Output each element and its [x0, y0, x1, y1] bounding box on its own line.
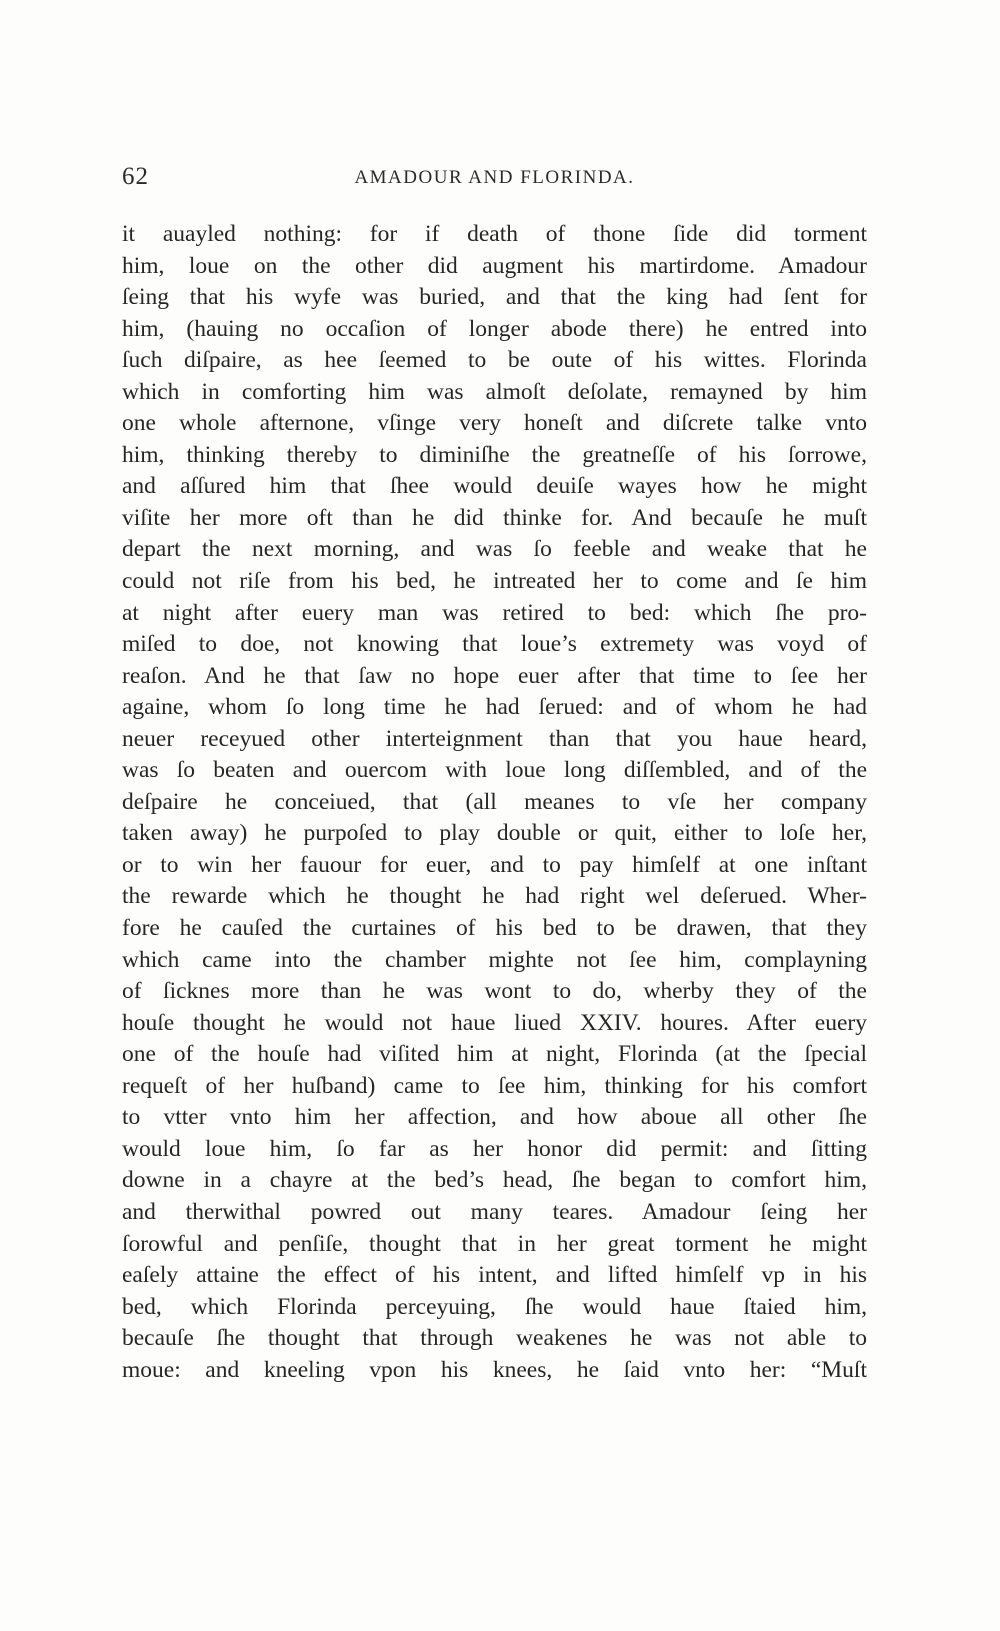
body-text	[122, 219, 867, 1386]
text-line: the rewarde which he thought he had right wel deſerued. Wher-	[122, 883, 867, 910]
text-line: depart the next morning, and was ſo feeble and weake that he	[122, 536, 867, 563]
text-line: ſorowful and penſiſe, thought that in her great torment he might	[122, 1230, 867, 1257]
text-line: fore he cauſed the curtaines of his bed to be drawen, that they	[122, 915, 867, 942]
text-line: becauſe ſhe thought that through weakenes he was not able to	[122, 1325, 867, 1352]
text-line: was ſo beaten and ouercom with loue long diſſembled, and of the	[122, 757, 867, 784]
text-line: one whole afternone, vſinge very honeſt and diſcrete talke vnto	[122, 410, 867, 437]
text-line: him, (hauing no occaſion of longer abode there) he entred into	[122, 315, 867, 342]
text-line: bed, which Florinda perceyuing, ſhe would haue ſtaied him,	[122, 1293, 867, 1320]
text-line: requeſt of her huſband) came to ſee him, thinking for his comfort	[122, 1072, 867, 1099]
text-line: downe in a chayre at the bed’s head, ſhe began to comfort him,	[122, 1167, 867, 1194]
text-line: could not riſe from his bed, he intreated her to come and ſe him	[122, 568, 867, 595]
text-line: viſite her more oft than he did thinke for. And becauſe he muſt	[122, 504, 867, 531]
text-line: ſuch diſpaire, as hee ſeemed to be oute of his wittes. Florinda	[122, 347, 867, 374]
text-line: him, thinking thereby to diminiſhe the greatneſſe of his ſorrowe,	[122, 441, 867, 468]
text-line: moue: and kneeling vpon his knees, he ſaid vnto her: “Muſt	[122, 1356, 867, 1383]
text-line: miſed to doe, not knowing that loue’s extremety was voyd of	[122, 631, 867, 658]
text-line: him, loue on the other did augment his martirdome. Amadour	[122, 252, 867, 279]
text-line: ſeing that his wyfe was buried, and that the king had ſent for	[122, 284, 867, 311]
text-line: and aſſured him that ſhee would deuiſe wayes how he might	[122, 473, 867, 500]
text-line: at night after euery man was retired to bed: which ſhe pro-	[122, 599, 867, 626]
text-line: deſpaire he conceiued, that (all meanes to vſe her company	[122, 788, 867, 815]
text-line: it auayled nothing: for if death of thone ſide did torment	[122, 221, 867, 247]
text-line: houſe thought he would not haue liued XXIV. houres. After euery	[122, 1009, 867, 1036]
text-line: neuer receyued other interteignment than that you haue heard,	[122, 725, 867, 752]
running-head: AMADOUR AND FLORINDA.	[354, 167, 635, 188]
text-line: one of the houſe had viſited him at night, Florinda (at the ſpecial	[122, 1041, 867, 1068]
text-line: which in comforting him was almoſt deſolate, remayned by him	[122, 378, 867, 405]
text-line: would loue him, ſo far as her honor did permit: and ſitting	[122, 1135, 867, 1162]
page-header	[122, 163, 867, 199]
text-line: and therwithal powred out many teares. Amadour ſeing her	[122, 1198, 867, 1225]
text-line: of ſicknes more than he was wont to do, wherby they of the	[122, 978, 867, 1005]
text-line: taken away) he purpoſed to play double or quit, either to loſe her,	[122, 820, 867, 847]
text-line: which came into the chamber mighte not ſee him, complayning	[122, 946, 867, 973]
text-line: eaſely attaine the effect of his intent, and lifted himſelf vp in his	[122, 1262, 867, 1289]
page-number: 62	[122, 163, 149, 190]
text-line: or to win her fauour for euer, and to pay himſelf at one inſtant	[122, 851, 867, 878]
text-line: againe, whom ſo long time he had ſerued: and of whom he had	[122, 694, 867, 721]
text-line: to vtter vnto him her affection, and how aboue all other ſhe	[122, 1104, 867, 1131]
text-line: reaſon. And he that ſaw no hope euer after that time to ſee her	[122, 662, 867, 689]
